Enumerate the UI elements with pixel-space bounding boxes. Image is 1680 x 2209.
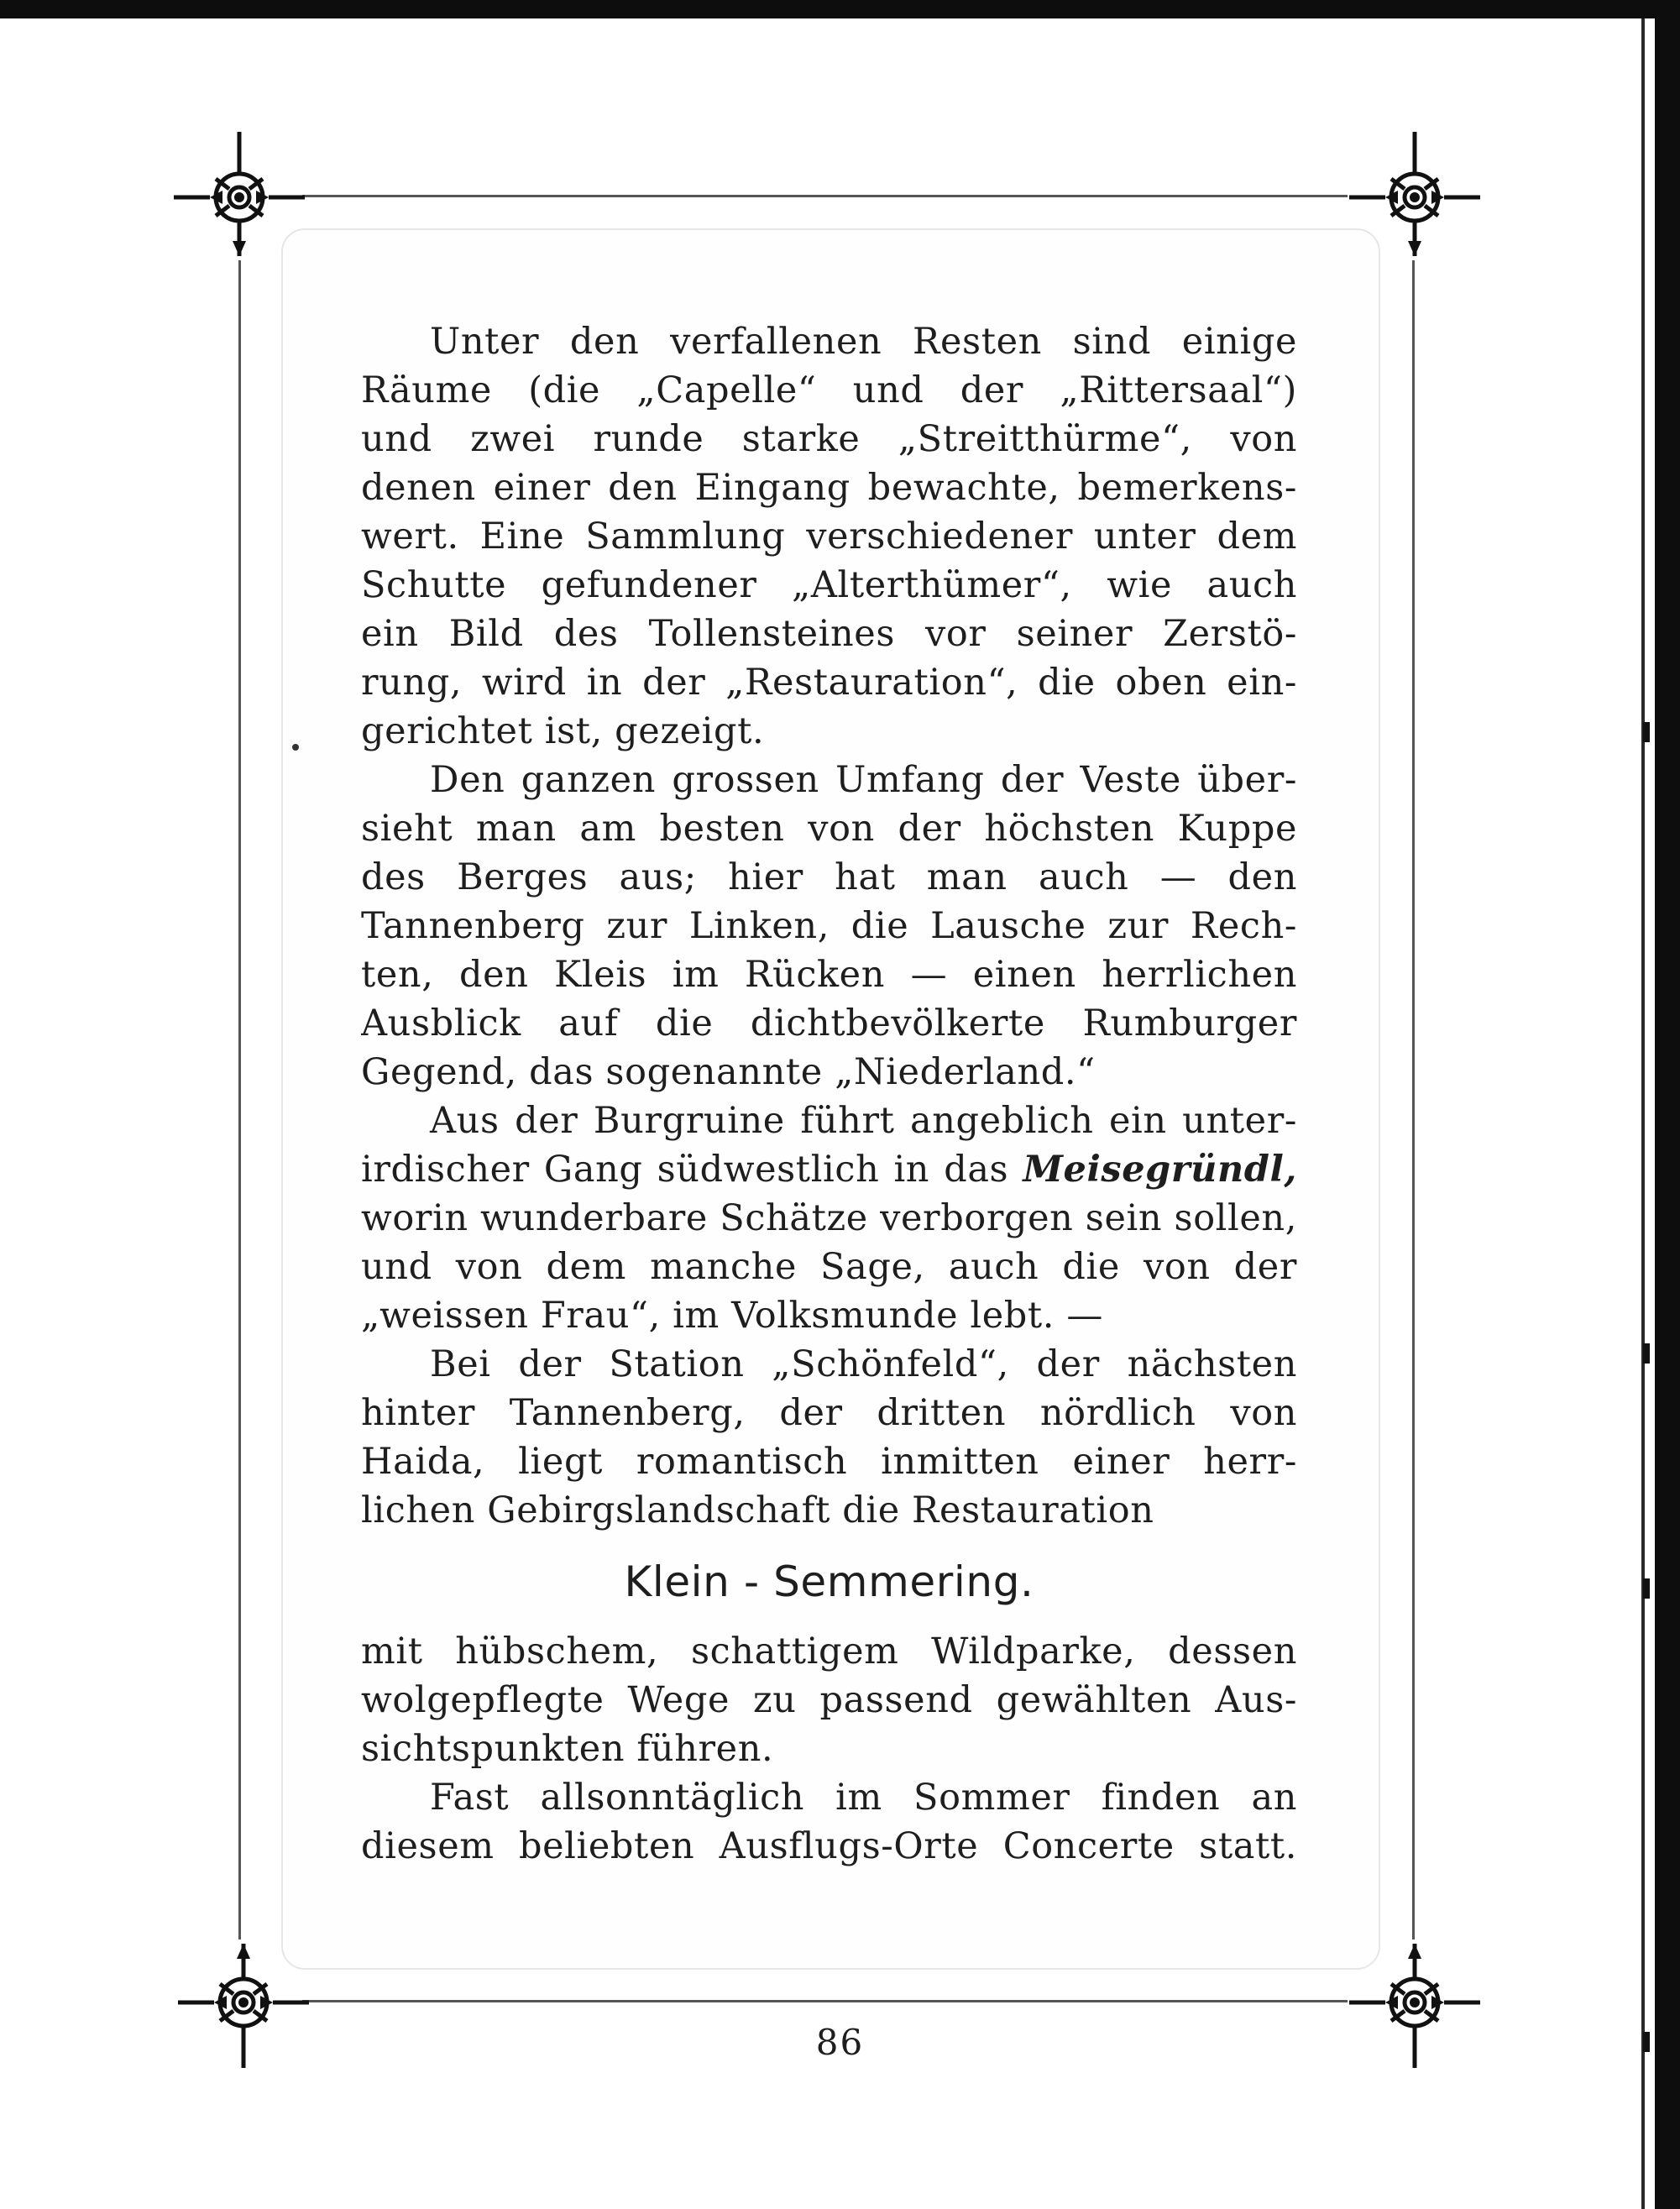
text-line: sichtspunkten führen.: [361, 1728, 774, 1770]
paragraph: [361, 1097, 1297, 1340]
frame-line-right: [1412, 260, 1415, 1939]
ornament-icon: [172, 130, 306, 264]
edge-mark: [1643, 1578, 1650, 1599]
place-name-italic: Meisegründl,: [1023, 1149, 1297, 1191]
text-line: diesem beliebten Ausflugs-Orte Concerte statt.: [361, 1825, 1297, 1867]
text-line: ten, den Kleis im Rücken — einen herrlichen: [361, 954, 1297, 996]
text-line: hinter Tannenberg, der dritten nördlich von: [361, 1392, 1297, 1434]
frame-line-top: [302, 195, 1348, 197]
text-line: „weissen Frau“, im Volksmunde lebt. —: [361, 1295, 1103, 1337]
text-line: Schutte gefundener „Alterthümer“, wie auch: [361, 564, 1297, 606]
text-line: des Berges aus; hier hat man auch — den: [361, 856, 1297, 898]
text-line: sieht man am besten von der höchsten Kuppe: [361, 808, 1297, 850]
text-line: worin wunderbare Schätze verborgen sein sollen,: [361, 1197, 1297, 1239]
text-line: und von dem manche Sage, auch die von der: [361, 1246, 1297, 1288]
text-line: Aus der Burgruine führt angeblich ein unter-: [430, 1100, 1297, 1142]
section-heading: Klein - Semmering.: [624, 1557, 1034, 1606]
text-line: mit hübschem, schattigem Wildparke, dessen: [361, 1631, 1297, 1672]
edge-mark: [1643, 722, 1650, 742]
paragraph: [361, 1340, 1297, 1535]
text-line: Ausblick auf die dichtbevölkerte Rumburger: [361, 1002, 1297, 1044]
stray-mark: [292, 744, 299, 751]
text-line: Haida, liegt romantisch inmitten einer herr-: [361, 1441, 1297, 1483]
ornament-icon: [1348, 130, 1482, 264]
text-line: Tannenberg zur Linken, die Lausche zur Rech-: [361, 905, 1297, 947]
page-number: 86: [815, 2022, 865, 2063]
paragraph: [361, 317, 1297, 756]
text-line: Fast allsonntäglich im Sommer finden an: [430, 1777, 1297, 1819]
paragraph: [361, 1773, 1297, 1871]
text-line: wolgepflegte Wege zu passend gewählten Aus-: [361, 1679, 1297, 1721]
frame-line-left: [238, 260, 241, 1939]
scan-border-right: [1655, 0, 1680, 2209]
text-line: und zwei runde starke „Streitthürme“, von: [361, 418, 1297, 460]
text-line: lichen Gebirgslandschaft die Restauration: [361, 1489, 1154, 1531]
edge-mark: [1643, 1343, 1650, 1364]
page-edge-line: [1641, 18, 1645, 2209]
text-line: gerichtet ist, gezeigt.: [361, 710, 765, 752]
text-line: ein Bild des Tollensteines vor seiner Zerstö-: [361, 613, 1297, 655]
text-line: Den ganzen grossen Umfang der Veste über-: [430, 759, 1297, 801]
frame-line-bottom: [302, 2000, 1348, 2002]
text-line: [361, 1145, 1297, 1194]
paragraph: [361, 756, 1297, 1097]
page-text: [361, 317, 1297, 1871]
text-line: Gegend, das sogenannte „Niederland.“: [361, 1051, 1096, 1093]
text-segment: irdischer Gang südwestlich in das: [361, 1149, 1023, 1191]
scan-border-top: [0, 0, 1680, 18]
text-line: denen einer den Eingang bewachte, bemerkens-: [361, 467, 1297, 509]
text-line: Räume (die „Capelle“ und der „Rittersaal“): [361, 369, 1297, 411]
text-line: Unter den verfallenen Resten sind einige: [430, 321, 1297, 363]
text-line: Bei der Station „Schönfeld“, der nächsten: [430, 1343, 1297, 1385]
paragraph: [361, 1627, 1297, 1773]
text-line: rung, wird in der „Restauration“, die oben ein-: [361, 662, 1297, 704]
text-line: wert. Eine Sammlung verschiedener unter dem: [361, 516, 1297, 557]
